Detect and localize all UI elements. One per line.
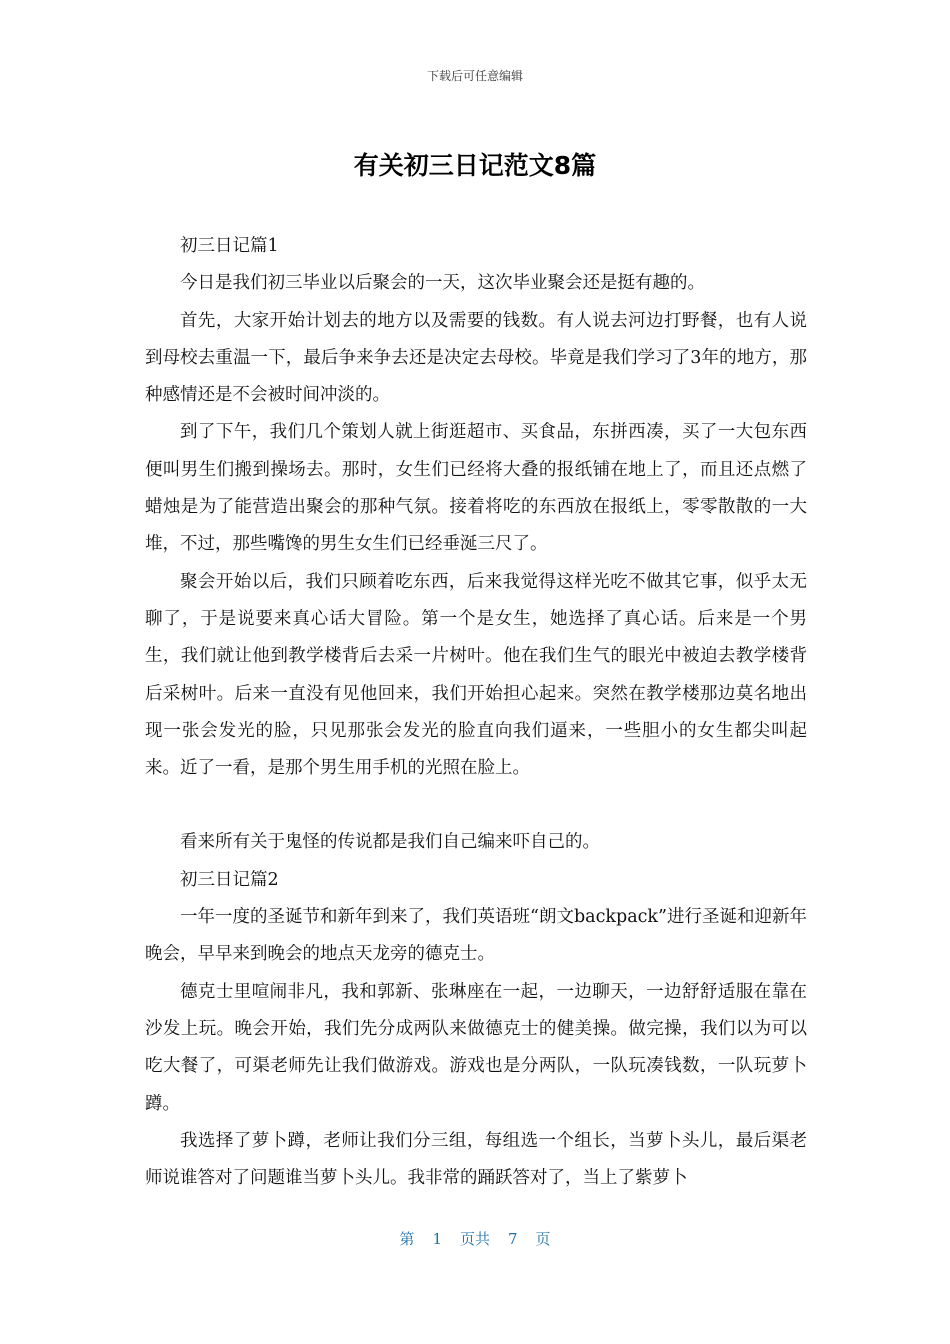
paragraph: 德克士里喧闹非凡，我和郭新、张琳座在一起，一边聊天，一边舒舒适服在靠在沙发上玩。晚会开始，我们先分成两队来做德克士的健美操。做完操，我们以为可以吃大餐了，可渠老师先让我们做游戏。游戏也是分两队，一队玩凑钱数，一队玩萝卜蹲。 <box>145 981 807 1114</box>
section-heading-1: 初三日记篇1 <box>180 236 279 256</box>
document-title: 有关初三日记范文8篇 <box>353 151 597 180</box>
footer-prefix: 第 <box>399 1230 415 1248</box>
paragraph: 首先，大家开始计划去的地方以及需要的钱数。有人说去河边打野餐，也有人说到母校去重温一下，最后争来争去还是决定去母校。毕竟是我们学习了3年的地方，那种感情还是不会被时间冲淡的。 <box>145 310 807 406</box>
paragraph: 我选择了萝卜蹲，老师让我们分三组，每组选一个组长，当萝卜头儿，最后渠老师说谁答对了问题谁当萝卜头儿。我非常的踊跃答对了，当上了紫萝卜 <box>145 1130 807 1189</box>
paragraph: 一年一度的圣诞节和新年到来了，我们英语班“朗文backpack”进行圣诞和迎新年晚会，早早来到晚会的地点天龙旁的德克士。 <box>145 907 807 965</box>
paragraph-gap <box>145 787 807 824</box>
paragraph: 聚会开始以后，我们只顾着吃东西，后来我觉得这样光吃不做其它事，似乎太无聊了，于是说要来真心话大冒险。第一个是女生，她选择了真心话。后来是一个男生，我们就让他到教学楼背后去采一片树叶。他在我们生气的眼光中被迫去教学楼背后采树叶。后来一直没有见他回来，我们开始担心起来。突然在教学楼那边莫名地出现一张会发光的脸，只见那张会发光的脸直向我们逼来，一些胆小的女生都尖叫起来。近了一看，是那个男生用手机的光照在脸上。 <box>145 571 807 779</box>
footer-suffix: 页 <box>535 1230 551 1248</box>
footer-total-pages: 7 <box>508 1230 518 1248</box>
paragraph: 到了下午，我们几个策划人就上街逛超市、买食品，东拼西凑，买了一大包东西便叫男生们搬到操场去。那时，女生们已经将大叠的报纸铺在地上了，而且还点燃了蜡烛是为了能营造出聚会的那种气氛。接着将吃的东西放在报纸上，零零散散的一大堆，不过，那些嘴馋的男生女生们已经垂涎三尺了。 <box>145 422 807 555</box>
section-heading-2: 初三日记篇2 <box>180 869 279 890</box>
footer-middle: 页共 <box>459 1230 490 1248</box>
footer-page-number: 1 <box>432 1230 442 1248</box>
paragraph: 今日是我们初三毕业以后聚会的一天，这次毕业聚会还是挺有趣的。 <box>180 273 705 294</box>
document-body <box>145 228 807 1197</box>
header-note: 下载后可任意编辑 <box>426 69 523 83</box>
paragraph: 看来所有关于鬼怪的传说都是我们自己编来吓自己的。 <box>180 832 600 853</box>
page-footer <box>0 1228 950 1249</box>
